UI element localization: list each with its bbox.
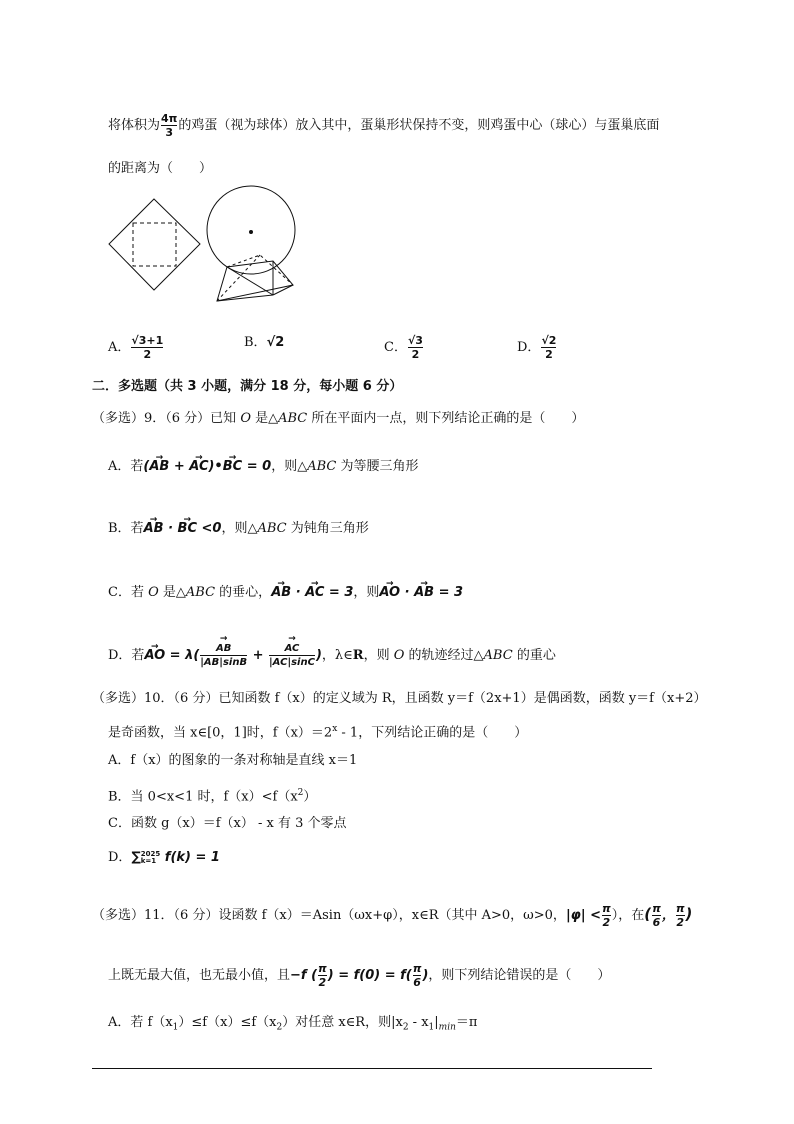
q10-option-a[interactable]: A．f（x）的图象的一条对称轴是直线 x＝1: [108, 753, 358, 768]
footer-rule: [92, 1068, 652, 1069]
nest-figure-left: [107, 197, 202, 292]
q9-option-d[interactable]: D．若→ AO = λ( → $\frac{AB}{|AB|\sin B}$ + → $\frac{AC}{|AC|\sin C}$ )，λ∈R，则 O 的轨迹经过△ABC 的重心: [108, 642, 556, 669]
q9-option-b[interactable]: B．若→ AB · → BC <0，则△ABC 为钝角三角形: [108, 520, 369, 538]
q10-option-d[interactable]: D．∑ 2025 k=1 f(k) = 1: [108, 849, 220, 865]
q10-line2: 是奇函数，当 x∈[0，1]时，$f(x)=2^x - 1$，下列结论正确的是（ ）: [108, 724, 528, 741]
volume-fraction: $\frac{4\pi}{3}$: [161, 112, 178, 139]
q8-line1: 将体积为 $\frac{4\pi}{3}$ 的鸡蛋（视为球体）放入其中，蛋巢形状保持不变，则鸡蛋中心（球心）与蛋巢底面: [108, 112, 660, 139]
q9-stem: （多选）9．（6 分）已知 O 是△ABC 所在平面内一点，则下列结论正确的是（ ）: [92, 411, 585, 426]
q8-text: 将体积为: [108, 118, 161, 133]
inner-square: [133, 223, 176, 266]
section-title: 二．多选题（共 3 小题，满分 18 分，每小题 6 分）: [92, 379, 403, 394]
q9-option-a[interactable]: A．若(→ AB + → AC)•→ BC = 0，则△ABC 为等腰三角形: [108, 458, 418, 476]
q11-line2: 上既无最大值，也无最小值，且−f ( $\frac{\pi}{2}$ ) = f(0) = f( $\frac{\pi}{6}$ )，则下列结论错误的是（ ）: [108, 962, 611, 989]
q11-option-a[interactable]: A．若 $f(x_1)\le f(x)\le f(x_2)$对任意 x∈R，则$|x_2 - x_1|_{min}=\pi$: [108, 1015, 478, 1033]
q9-option-c[interactable]: C．若 O 是△ABC 的垂心，→ AB · → AC = 3，则→ AO · → AB = 3: [108, 584, 463, 602]
q8-line2: 的距离为（ ）: [108, 161, 213, 176]
q8-option-a[interactable]: A． $\frac{√3+1}{2}$: [108, 334, 164, 361]
outer-square: [109, 199, 200, 290]
q8-option-d[interactable]: D． $\frac{√2}{2}$: [517, 334, 557, 361]
nest-figure-right: [205, 183, 305, 305]
q10-line1: （多选）10．（6 分）已知函数 f（x）的定义域为 R，且函数 y＝f（2x+1）是偶函数，函数 y＝f（x+2）: [92, 691, 707, 706]
q8-option-b[interactable]: B．√2: [244, 335, 285, 350]
q11-line1: （多选）11．（6 分）设函数 f（x）＝Asin（ωx+φ），x∈R（其中 A>0，ω>0，|φ| < $\frac{\pi}{2}$ ），在( $\frac{\pi}{6}$ ， $\frac{\pi}{2}$ ): [92, 902, 693, 929]
q10-option-b[interactable]: B．当 0<x<1 时，$f(x)<f(x^2)$: [108, 788, 317, 805]
q8-option-c[interactable]: C． $\frac{√3}{2}$: [384, 334, 423, 361]
q10-option-c[interactable]: C．函数 g（x）＝f（x） - x 有 3 个零点: [108, 816, 347, 831]
sphere-center: [249, 230, 253, 234]
